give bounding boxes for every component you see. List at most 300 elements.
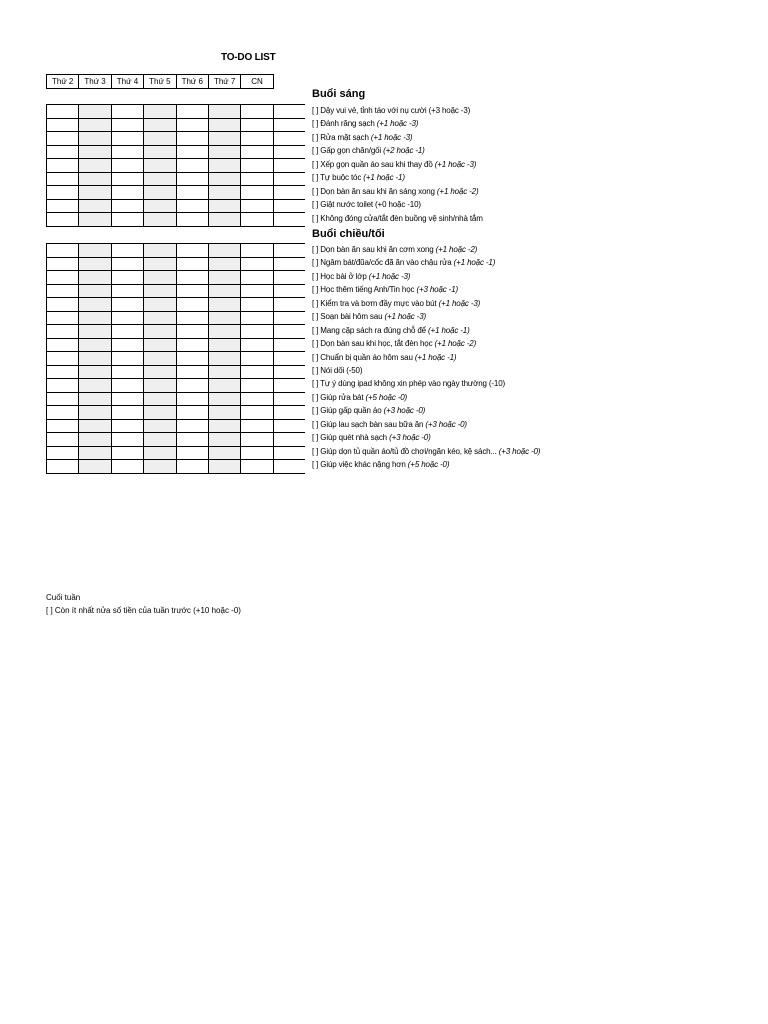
day-checkbox-cell[interactable]: [144, 244, 176, 258]
day-checkbox-cell[interactable]: [47, 460, 79, 474]
day-checkbox-cell[interactable]: [79, 406, 111, 420]
day-checkbox-cell[interactable]: [176, 257, 208, 271]
day-checkbox-cell[interactable]: [144, 298, 176, 312]
grid-row: [47, 257, 306, 271]
task-label: [ ] Gấp gọn chăn/gối: [312, 146, 382, 156]
grid-row: [47, 118, 306, 132]
weekday-cell: Thứ 7: [208, 75, 240, 89]
day-checkbox-cell[interactable]: [111, 379, 143, 393]
task-points: (+3 hoặc -0): [498, 446, 541, 456]
task-label: [ ] Dậy vui vẻ, tỉnh táo với nụ cười: [312, 106, 427, 115]
day-checkbox-cell[interactable]: [79, 460, 111, 474]
day-checkbox-cell[interactable]: [111, 257, 143, 271]
day-checkbox-cell[interactable]: [241, 433, 273, 447]
day-checkbox-cell[interactable]: [241, 271, 273, 285]
day-checkbox-cell[interactable]: [241, 105, 273, 119]
grid-row: [47, 244, 306, 258]
task-points: (+3 hoặc -3): [428, 106, 471, 115]
day-checkbox-cell[interactable]: [144, 406, 176, 420]
day-checkbox-cell[interactable]: [208, 446, 240, 460]
day-checkbox-cell[interactable]: [241, 392, 273, 406]
weekday-cell: Thứ 4: [111, 75, 143, 89]
task-label: [ ] Nói dối: [312, 365, 345, 375]
day-checkbox-cell[interactable]: [111, 159, 143, 173]
day-checkbox-cell[interactable]: [208, 244, 240, 258]
day-checkbox-cell[interactable]: [176, 271, 208, 285]
day-checkbox-cell[interactable]: [208, 271, 240, 285]
day-checkbox-cell[interactable]: [208, 365, 240, 379]
day-checkbox-cell[interactable]: [208, 338, 240, 352]
day-checkbox-cell[interactable]: [144, 460, 176, 474]
task-item[interactable]: [312, 283, 540, 296]
weekday-cell: Thứ 5: [144, 75, 176, 89]
grid-row: [47, 159, 306, 173]
day-checkbox-cell[interactable]: [47, 159, 79, 173]
day-checkbox-cell[interactable]: [111, 406, 143, 420]
task-item[interactable]: [312, 171, 483, 184]
day-checkbox-cell[interactable]: [111, 338, 143, 352]
day-checkbox-cell[interactable]: [208, 257, 240, 271]
task-points: (+1 hoặc -2): [436, 186, 479, 196]
task-points: (+5 hoặc -0): [407, 460, 450, 469]
day-checkbox-cell[interactable]: [241, 338, 273, 352]
day-checkbox-cell[interactable]: [47, 105, 79, 119]
day-checkbox-cell[interactable]: [208, 406, 240, 420]
task-label: [ ] Chuẩn bị quần áo hôm sau: [312, 352, 413, 362]
task-points: (-10): [488, 379, 506, 389]
day-checkbox-cell[interactable]: [208, 172, 240, 186]
grid-row: [47, 460, 306, 474]
grid-row: [47, 338, 306, 352]
day-checkbox-cell[interactable]: [47, 325, 79, 339]
task-label: [ ] Giúp gấp quần áo: [312, 406, 382, 416]
day-checkbox-cell[interactable]: [79, 105, 111, 119]
day-checkbox-cell[interactable]: [208, 213, 240, 227]
task-points: (+3 hoặc -0): [389, 433, 431, 443]
task-label: [ ] Soạn bài hôm sau: [312, 312, 383, 322]
day-checkbox-cell[interactable]: [144, 199, 176, 213]
day-checkbox-cell[interactable]: [111, 213, 143, 227]
day-checkbox-cell[interactable]: [176, 352, 208, 366]
day-checkbox-cell[interactable]: [47, 284, 79, 298]
task-item[interactable]: [312, 144, 483, 157]
task-label: [ ] Học thêm tiếng Anh/Tin học: [312, 285, 415, 295]
day-checkbox-cell[interactable]: [111, 105, 143, 119]
day-checkbox-cell[interactable]: [79, 132, 111, 146]
day-checkbox-cell[interactable]: [208, 199, 240, 213]
day-checkbox-cell[interactable]: [47, 419, 79, 433]
day-checkbox-cell[interactable]: [47, 298, 79, 312]
day-checkbox-cell[interactable]: [47, 213, 79, 227]
task-label: [ ] Giúp dọn tủ quần áo/tủ đồ chơi/ngăn kéo, kệ sách...: [312, 446, 497, 456]
day-checkbox-cell[interactable]: [79, 298, 111, 312]
day-checkbox-cell[interactable]: [241, 419, 273, 433]
row-connector: [273, 419, 305, 433]
day-checkbox-cell[interactable]: [111, 186, 143, 200]
task-item[interactable]: [312, 337, 540, 350]
task-label: [ ] Giúp việc khác nặng hơn: [312, 460, 406, 469]
day-checkbox-cell[interactable]: [176, 406, 208, 420]
day-checkbox-cell[interactable]: [176, 132, 208, 146]
day-checkbox-cell[interactable]: [79, 257, 111, 271]
task-item[interactable]: [312, 243, 540, 256]
day-checkbox-cell[interactable]: [241, 199, 273, 213]
day-checkbox-cell[interactable]: [176, 145, 208, 159]
task-item[interactable]: [312, 445, 540, 458]
row-connector: [273, 186, 305, 200]
day-checkbox-cell[interactable]: [208, 284, 240, 298]
row-connector: [273, 145, 305, 159]
day-checkbox-cell[interactable]: [144, 379, 176, 393]
day-checkbox-cell[interactable]: [47, 132, 79, 146]
day-checkbox-cell[interactable]: [111, 325, 143, 339]
day-checkbox-cell[interactable]: [79, 433, 111, 447]
task-item[interactable]: [312, 158, 483, 171]
day-checkbox-cell[interactable]: [79, 213, 111, 227]
task-points: (+1 hoặc -3): [376, 119, 419, 129]
task-item[interactable]: [312, 131, 483, 144]
row-connector: [273, 460, 305, 474]
day-checkbox-cell[interactable]: [241, 460, 273, 474]
day-checkbox-cell[interactable]: [176, 379, 208, 393]
task-item[interactable]: [312, 104, 483, 117]
weekday-cell: Thứ 3: [79, 75, 111, 89]
weekday-cell: Thứ 6: [176, 75, 208, 89]
day-checkbox-cell[interactable]: [176, 298, 208, 312]
day-checkbox-cell[interactable]: [111, 365, 143, 379]
day-checkbox-cell[interactable]: [208, 118, 240, 132]
task-item[interactable]: [312, 270, 540, 283]
weekend-heading: Cuối tuần: [46, 593, 81, 602]
task-item[interactable]: [312, 297, 540, 310]
day-checkbox-cell[interactable]: [176, 186, 208, 200]
grid-row: [47, 213, 306, 227]
day-checkbox-cell[interactable]: [111, 392, 143, 406]
task-item[interactable]: [312, 198, 483, 211]
task-label: [ ] Đánh răng sạch: [312, 119, 375, 129]
day-checkbox-cell[interactable]: [47, 379, 79, 393]
day-checkbox-cell[interactable]: [176, 325, 208, 339]
day-checkbox-cell[interactable]: [208, 145, 240, 159]
day-checkbox-cell[interactable]: [111, 311, 143, 325]
day-checkbox-cell[interactable]: [208, 105, 240, 119]
task-label: [ ] Không đóng cửa/tắt đèn buồng vệ sinh/nhà tắm: [312, 213, 483, 223]
day-checkbox-cell[interactable]: [47, 338, 79, 352]
row-connector: [273, 199, 305, 213]
weekday-header: [46, 74, 274, 89]
weekend-task[interactable]: [ ] Còn ít nhất nửa số tiền của tuần trước (+10 hoặc -0): [46, 606, 241, 615]
day-checkbox-cell[interactable]: [144, 213, 176, 227]
task-points: (+1 hoặc -1): [453, 258, 496, 268]
task-points: (+1 hoặc -3): [384, 312, 427, 322]
day-checkbox-cell[interactable]: [111, 244, 143, 258]
day-checkbox-cell[interactable]: [241, 406, 273, 420]
day-checkbox-cell[interactable]: [111, 298, 143, 312]
day-checkbox-cell[interactable]: [241, 284, 273, 298]
day-checkbox-cell[interactable]: [79, 199, 111, 213]
day-checkbox-cell[interactable]: [144, 118, 176, 132]
day-checkbox-cell[interactable]: [208, 298, 240, 312]
day-checkbox-cell[interactable]: [241, 118, 273, 132]
day-checkbox-cell[interactable]: [241, 325, 273, 339]
day-checkbox-cell[interactable]: [111, 460, 143, 474]
day-checkbox-cell[interactable]: [241, 186, 273, 200]
day-checkbox-cell[interactable]: [111, 419, 143, 433]
day-checkbox-cell[interactable]: [47, 118, 79, 132]
day-checkbox-cell[interactable]: [111, 172, 143, 186]
grid-row: [47, 325, 306, 339]
evening-heading: Buổi chiều/tối: [312, 228, 385, 240]
day-checkbox-cell[interactable]: [241, 379, 273, 393]
task-label: [ ] Giật nước toilet: [312, 200, 373, 210]
task-points: (+1 hoặc -3): [434, 159, 477, 169]
day-checkbox-cell[interactable]: [79, 392, 111, 406]
grid-row: [47, 186, 306, 200]
day-checkbox-cell[interactable]: [47, 446, 79, 460]
weekday-cell: CN: [241, 75, 273, 89]
day-checkbox-cell[interactable]: [208, 159, 240, 173]
day-checkbox-cell[interactable]: [241, 257, 273, 271]
day-checkbox-cell[interactable]: [241, 311, 273, 325]
day-checkbox-cell[interactable]: [47, 172, 79, 186]
row-connector: [273, 118, 305, 132]
task-points: (+1 hoặc -1): [428, 325, 470, 335]
grid-row: [47, 419, 306, 433]
grid-row: [47, 199, 306, 213]
day-checkbox-cell[interactable]: [79, 159, 111, 173]
task-label: [ ] Rửa mặt sạch: [312, 132, 369, 142]
day-checkbox-cell[interactable]: [111, 271, 143, 285]
day-checkbox-cell[interactable]: [79, 352, 111, 366]
day-checkbox-cell[interactable]: [144, 433, 176, 447]
day-checkbox-cell[interactable]: [111, 199, 143, 213]
day-checkbox-cell[interactable]: [176, 284, 208, 298]
day-checkbox-cell[interactable]: [79, 446, 111, 460]
day-checkbox-cell[interactable]: [176, 392, 208, 406]
task-points: (+1 hoặc -2): [434, 339, 477, 349]
task-item[interactable]: [312, 185, 483, 198]
day-checkbox-cell[interactable]: [144, 257, 176, 271]
day-checkbox-cell[interactable]: [144, 172, 176, 186]
day-checkbox-cell[interactable]: [79, 311, 111, 325]
day-checkbox-cell[interactable]: [79, 325, 111, 339]
row-connector: [273, 172, 305, 186]
day-checkbox-cell[interactable]: [208, 392, 240, 406]
day-checkbox-cell[interactable]: [176, 311, 208, 325]
day-checkbox-cell[interactable]: [144, 392, 176, 406]
day-checkbox-cell[interactable]: [241, 298, 273, 312]
day-checkbox-cell[interactable]: [47, 365, 79, 379]
day-checkbox-cell[interactable]: [79, 145, 111, 159]
day-checkbox-cell[interactable]: [176, 244, 208, 258]
row-connector: [273, 379, 305, 393]
day-checkbox-cell[interactable]: [47, 406, 79, 420]
task-points: (+5 hoặc -0): [365, 392, 408, 402]
task-item[interactable]: [312, 404, 540, 417]
day-checkbox-cell[interactable]: [79, 338, 111, 352]
day-checkbox-cell[interactable]: [176, 213, 208, 227]
day-checkbox-cell[interactable]: [208, 419, 240, 433]
task-item[interactable]: [312, 458, 540, 471]
day-checkbox-cell[interactable]: [176, 118, 208, 132]
row-connector: [273, 298, 305, 312]
day-checkbox-cell[interactable]: [208, 433, 240, 447]
grid-row: [47, 379, 306, 393]
day-checkbox-cell[interactable]: [111, 433, 143, 447]
day-checkbox-cell[interactable]: [144, 338, 176, 352]
row-connector: [273, 338, 305, 352]
day-checkbox-cell[interactable]: [176, 446, 208, 460]
task-label: [ ] Tự buộc tóc: [312, 173, 362, 183]
day-checkbox-cell[interactable]: [144, 365, 176, 379]
day-checkbox-cell[interactable]: [144, 311, 176, 325]
task-item[interactable]: [312, 377, 540, 390]
task-item[interactable]: [312, 391, 540, 404]
day-checkbox-cell[interactable]: [79, 271, 111, 285]
day-checkbox-cell[interactable]: [144, 446, 176, 460]
day-checkbox-cell[interactable]: [47, 433, 79, 447]
day-checkbox-cell[interactable]: [241, 159, 273, 173]
day-checkbox-cell[interactable]: [208, 325, 240, 339]
day-checkbox-cell[interactable]: [111, 145, 143, 159]
day-checkbox-cell[interactable]: [144, 284, 176, 298]
day-checkbox-cell[interactable]: [79, 118, 111, 132]
day-checkbox-cell[interactable]: [241, 352, 273, 366]
day-checkbox-cell[interactable]: [241, 132, 273, 146]
day-checkbox-cell[interactable]: [176, 419, 208, 433]
task-item[interactable]: [312, 310, 540, 323]
task-item[interactable]: [312, 324, 540, 337]
day-checkbox-cell[interactable]: [47, 271, 79, 285]
day-checkbox-cell[interactable]: [79, 244, 111, 258]
day-checkbox-cell[interactable]: [144, 325, 176, 339]
day-checkbox-cell[interactable]: [241, 172, 273, 186]
day-checkbox-cell[interactable]: [47, 352, 79, 366]
day-checkbox-cell[interactable]: [111, 446, 143, 460]
day-checkbox-cell[interactable]: [241, 365, 273, 379]
row-connector: [273, 257, 305, 271]
day-checkbox-cell[interactable]: [144, 145, 176, 159]
task-item[interactable]: [312, 117, 483, 130]
grid-row: [47, 105, 306, 119]
day-checkbox-cell[interactable]: [176, 199, 208, 213]
grid-row: [47, 284, 306, 298]
row-connector: [273, 352, 305, 366]
morning-heading: Buổi sáng: [312, 88, 366, 100]
day-checkbox-cell[interactable]: [47, 244, 79, 258]
day-checkbox-cell[interactable]: [47, 257, 79, 271]
grid-row: [47, 392, 306, 406]
day-checkbox-cell[interactable]: [241, 244, 273, 258]
day-checkbox-cell[interactable]: [79, 365, 111, 379]
task-points: (+1 hoặc -3): [370, 132, 413, 142]
day-checkbox-cell[interactable]: [79, 284, 111, 298]
row-connector: [273, 213, 305, 227]
task-label: [ ] Giúp rửa bát: [312, 392, 364, 402]
task-points: (+3 hoặc -1): [416, 285, 459, 295]
day-checkbox-cell[interactable]: [79, 419, 111, 433]
grid-row: [47, 145, 306, 159]
day-checkbox-cell[interactable]: [79, 186, 111, 200]
evening-task-list: [312, 243, 540, 471]
day-checkbox-cell[interactable]: [208, 379, 240, 393]
day-checkbox-cell[interactable]: [144, 271, 176, 285]
row-connector: [273, 311, 305, 325]
task-label: [ ] Mang cặp sách ra đúng chỗ để: [312, 325, 426, 335]
day-checkbox-cell[interactable]: [176, 172, 208, 186]
grid-row: [47, 365, 306, 379]
day-checkbox-cell[interactable]: [176, 365, 208, 379]
task-label: [ ] Dọn bàn ăn sau khi ăn sáng xong: [312, 186, 435, 196]
row-connector: [273, 392, 305, 406]
day-checkbox-cell[interactable]: [111, 352, 143, 366]
grid-row: [47, 446, 306, 460]
day-checkbox-cell[interactable]: [144, 132, 176, 146]
day-checkbox-cell[interactable]: [208, 352, 240, 366]
day-checkbox-cell[interactable]: [144, 419, 176, 433]
task-points: (+0 hoặc -10): [375, 200, 421, 210]
day-checkbox-cell[interactable]: [47, 145, 79, 159]
task-points: (-50): [346, 365, 363, 375]
task-item[interactable]: [312, 418, 540, 431]
day-checkbox-cell[interactable]: [47, 311, 79, 325]
day-checkbox-cell[interactable]: [47, 186, 79, 200]
day-checkbox-cell[interactable]: [144, 186, 176, 200]
weekday-cell: Thứ 2: [47, 75, 79, 89]
day-checkbox-cell[interactable]: [111, 132, 143, 146]
day-checkbox-cell[interactable]: [241, 446, 273, 460]
day-checkbox-cell[interactable]: [144, 105, 176, 119]
page-title: TO-DO LIST: [221, 52, 276, 63]
day-checkbox-cell[interactable]: [79, 172, 111, 186]
day-checkbox-cell[interactable]: [208, 460, 240, 474]
row-connector: [273, 159, 305, 173]
row-connector: [273, 446, 305, 460]
task-label: [ ] Giúp quét nhà sạch: [312, 433, 387, 443]
day-checkbox-cell[interactable]: [208, 311, 240, 325]
day-checkbox-cell[interactable]: [47, 392, 79, 406]
day-checkbox-cell[interactable]: [111, 118, 143, 132]
row-connector: [273, 433, 305, 447]
day-checkbox-cell[interactable]: [208, 186, 240, 200]
day-checkbox-cell[interactable]: [176, 159, 208, 173]
day-checkbox-cell[interactable]: [176, 433, 208, 447]
task-label: [ ] Học bài ở lớp: [312, 271, 367, 281]
grid-row: [47, 311, 306, 325]
day-checkbox-cell[interactable]: [176, 105, 208, 119]
day-checkbox-cell[interactable]: [144, 159, 176, 173]
task-item[interactable]: [312, 364, 540, 377]
task-points: (+3 hoặc -0): [383, 406, 426, 416]
task-item[interactable]: [312, 212, 483, 225]
task-label: [ ] Giúp lau sạch bàn sau bữa ăn: [312, 419, 424, 429]
day-checkbox-cell[interactable]: [176, 460, 208, 474]
day-checkbox-cell[interactable]: [111, 284, 143, 298]
row-connector: [273, 325, 305, 339]
day-checkbox-cell[interactable]: [176, 338, 208, 352]
task-item[interactable]: [312, 431, 540, 444]
row-connector: [273, 406, 305, 420]
task-item[interactable]: [312, 351, 540, 364]
day-checkbox-cell[interactable]: [79, 379, 111, 393]
day-checkbox-cell[interactable]: [241, 213, 273, 227]
task-item[interactable]: [312, 256, 540, 269]
day-checkbox-cell[interactable]: [144, 352, 176, 366]
grid-row: [47, 172, 306, 186]
day-checkbox-cell[interactable]: [241, 145, 273, 159]
day-checkbox-cell[interactable]: [47, 199, 79, 213]
day-checkbox-cell[interactable]: [208, 132, 240, 146]
